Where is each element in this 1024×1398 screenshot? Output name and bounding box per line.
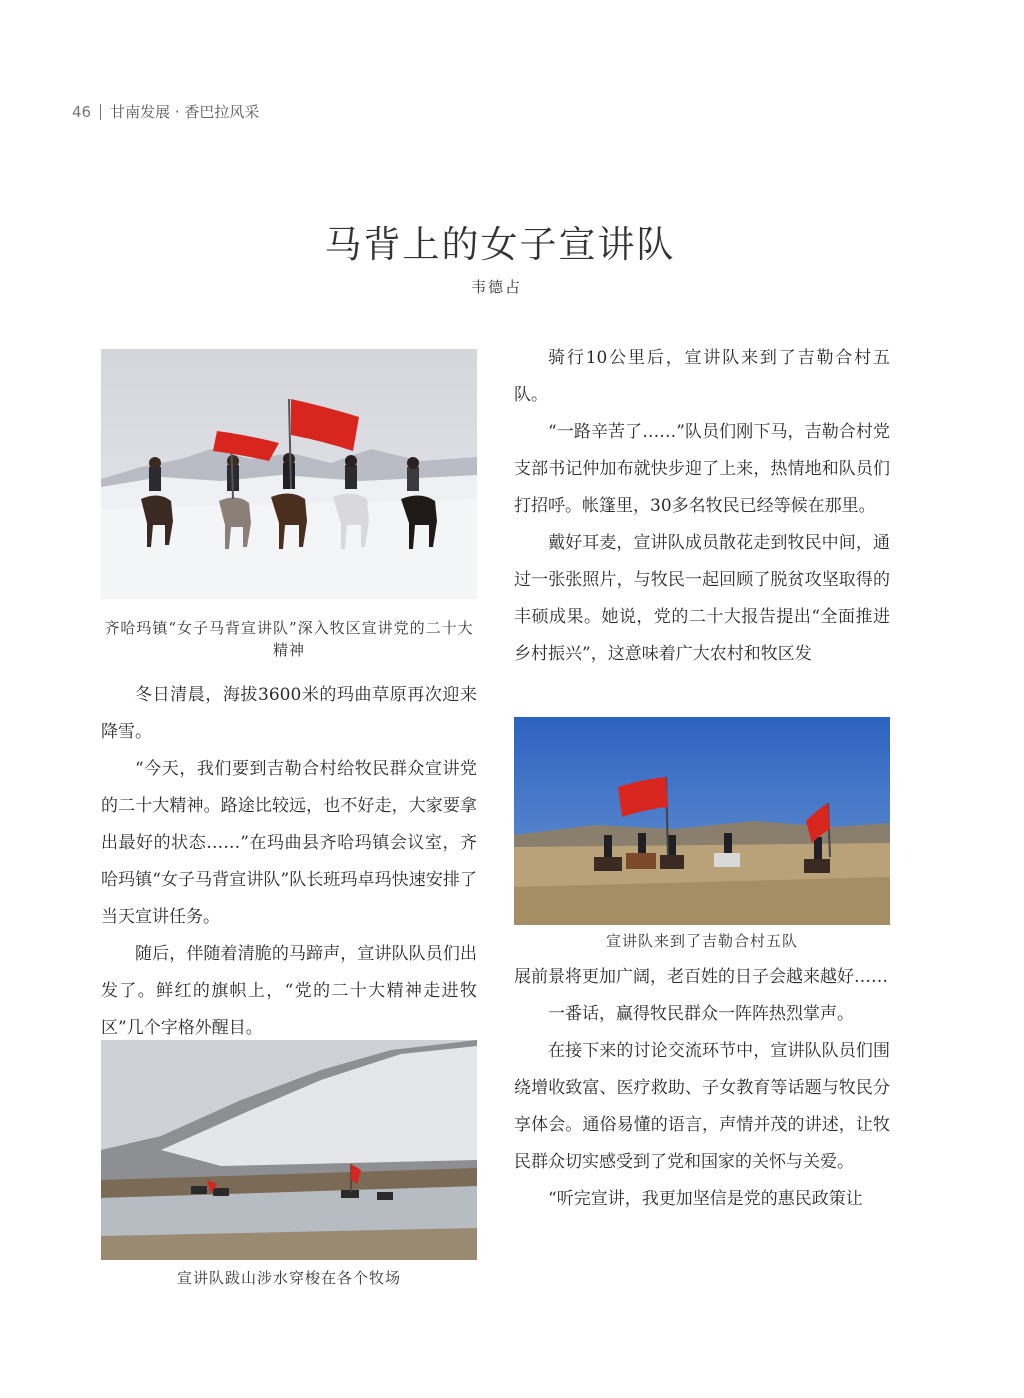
photo-grassland-team [514,717,890,925]
article-author: 韦德占 [470,278,522,296]
paragraph: “一路辛苦了……”队员们刚下马，吉勒合村党支部书记仲加布就快步迎了上来，热情地和队员们打招呼。帐篷里，30多名牧民已经等候在那里。 [514,422,890,516]
paragraph: “今天，我们要到吉勒合村给牧民群众宣讲党的二十大精神。路途比较远，也不好走，大家要拿出最好的状态……”在玛曲县齐哈玛镇会议室，齐哈玛镇“女子马背宣讲队”队长班玛卓玛快速安排了当天宣讲任务。 [101,759,477,927]
header-divider [100,104,101,120]
right-column-bottom [514,959,890,1218]
left-column [101,677,477,1047]
photo-caption-3: 宣讲队跋山涉水穿梭在各个牧场 [176,1269,401,1287]
paragraph: 一番话，赢得牧民群众一阵阵热烈掌声。 [548,1004,854,1024]
article-title: 马背上的女子宣讲队 [324,223,676,266]
right-column-top [514,340,890,673]
photo-river-crossing [101,1040,477,1260]
page-number: 46 [72,102,92,121]
photo-caption-1: 齐哈玛镇“女子马背宣讲队”深入牧区宣讲党的二十大精神 [104,619,474,659]
paragraph: 戴好耳麦，宣讲队成员散花走到牧民中间，通过一张张照片，与牧民一起回顾了脱贫攻坚取得的丰硕成果。她说，党的二十大报告提出“全面推进乡村振兴”，这意味着广大农村和牧区发 [514,533,890,664]
paragraph-continued: 展前景将更加广阔，老百姓的日子会越来越好…… [514,967,888,987]
photo-riders-snow [101,349,477,599]
running-header [72,101,259,122]
paragraph: 在接下来的讨论交流环节中，宣讲队队员们围绕增收致富、医疗救助、子女教育等话题与牧民分享体会。通俗易懂的语言，声情并茂的讲述，让牧民群众切实感受到了党和国家的关怀与关爱。 [514,1041,890,1172]
paragraph: 骑行10公里后，宣讲队来到了吉勒合村五队。 [514,348,890,405]
paragraph: “听完宣讲，我更加坚信是党的惠民政策让 [548,1189,863,1209]
section-title: 甘南发展 · 香巴拉风采 [110,103,260,121]
paragraph: 冬日清晨，海拔3600米的玛曲草原再次迎来降雪。 [101,685,477,742]
photo-caption-2: 宣讲队来到了吉勒合村五队 [605,932,798,950]
paragraph: 随后，伴随着清脆的马蹄声，宣讲队队员们出发了。鲜红的旗帜上，“党的二十大精神走进牧区”几个字格外醒目。 [101,944,477,1038]
